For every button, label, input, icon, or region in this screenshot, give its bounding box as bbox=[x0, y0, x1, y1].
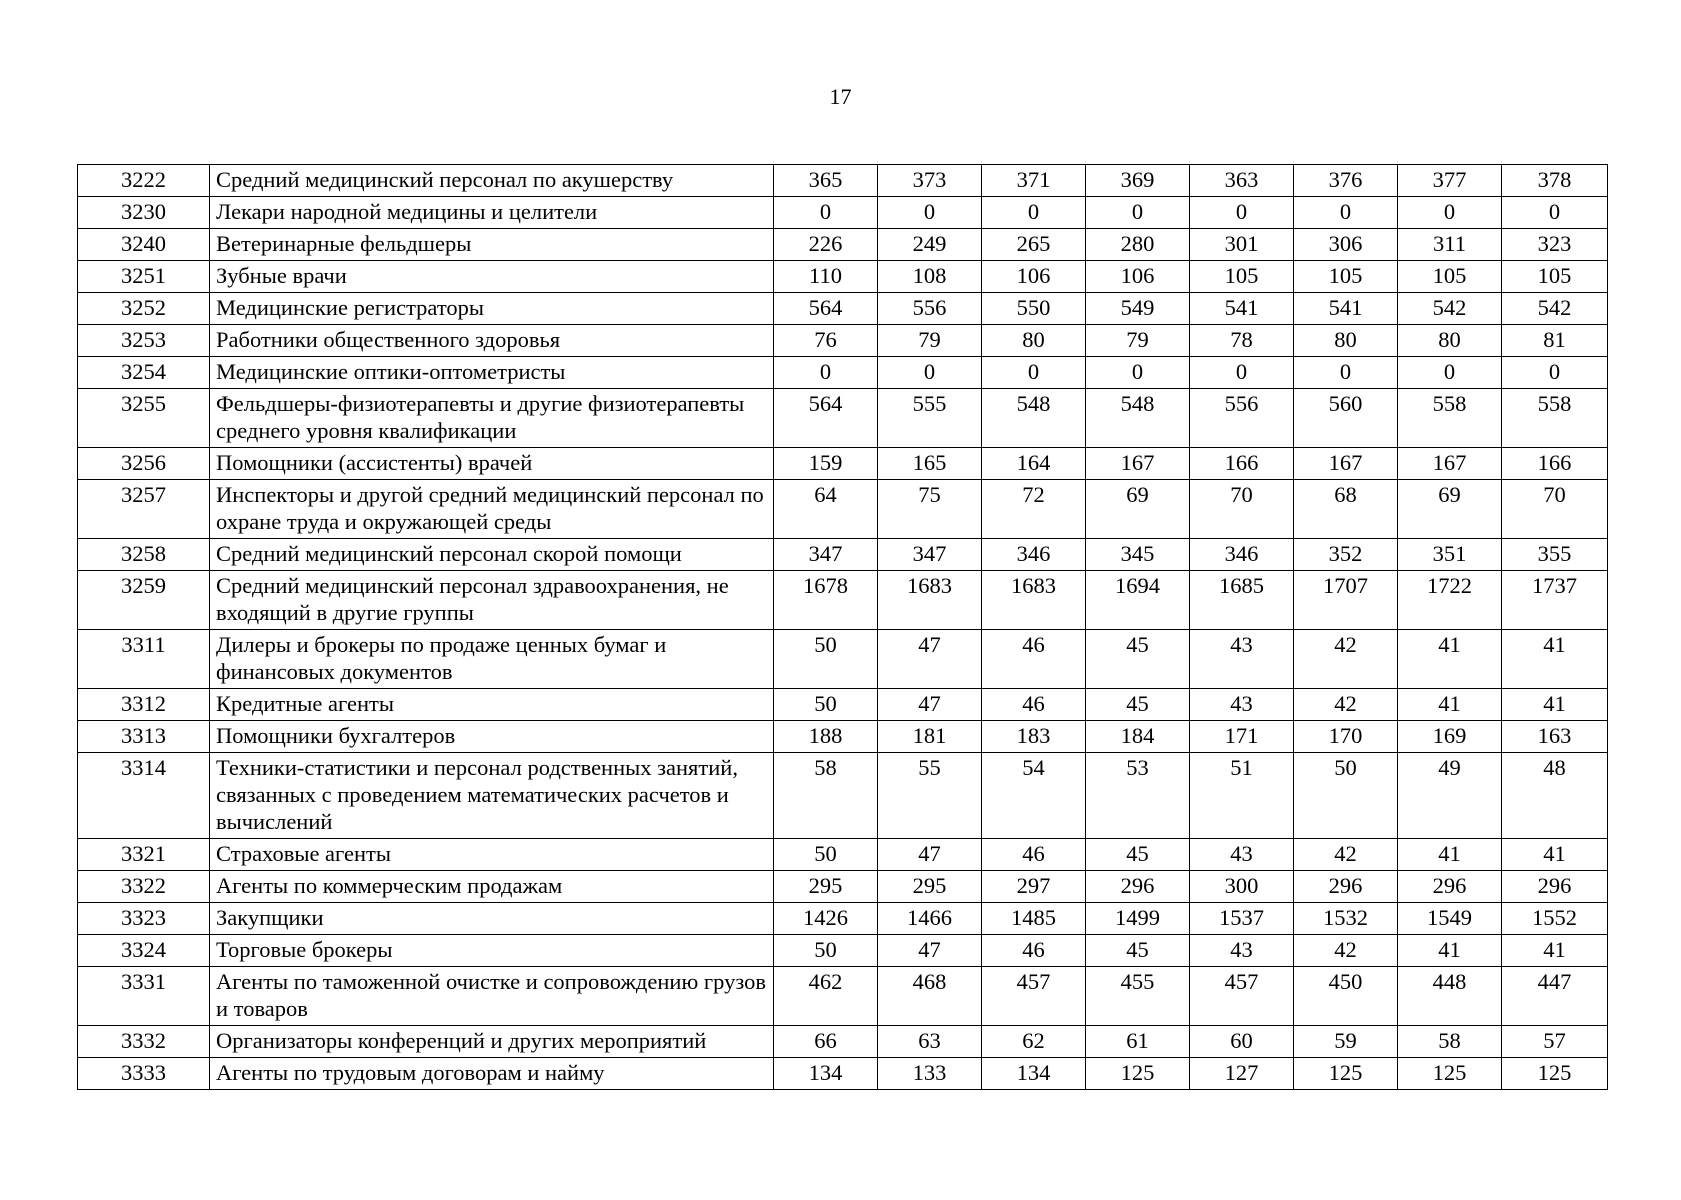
value-cell: 50 bbox=[774, 935, 878, 967]
value-cell: 75 bbox=[878, 480, 982, 539]
value-cell: 347 bbox=[878, 539, 982, 571]
occupation-name: Торговые брокеры bbox=[210, 935, 774, 967]
value-cell: 371 bbox=[982, 165, 1086, 197]
value-cell: 106 bbox=[1086, 261, 1190, 293]
value-cell: 378 bbox=[1502, 165, 1608, 197]
value-cell: 0 bbox=[982, 197, 1086, 229]
occupation-code: 3259 bbox=[78, 571, 210, 630]
table-row bbox=[78, 903, 1608, 935]
value-cell: 346 bbox=[1190, 539, 1294, 571]
table-row bbox=[78, 165, 1608, 197]
occupation-code: 3321 bbox=[78, 839, 210, 871]
value-cell: 1678 bbox=[774, 571, 878, 630]
occupation-code: 3323 bbox=[78, 903, 210, 935]
occupation-code: 3253 bbox=[78, 325, 210, 357]
value-cell: 133 bbox=[878, 1058, 982, 1090]
table-body bbox=[78, 165, 1608, 1090]
value-cell: 346 bbox=[982, 539, 1086, 571]
value-cell: 0 bbox=[1190, 197, 1294, 229]
value-cell: 167 bbox=[1086, 448, 1190, 480]
value-cell: 0 bbox=[1294, 357, 1398, 389]
value-cell: 0 bbox=[774, 357, 878, 389]
value-cell: 1426 bbox=[774, 903, 878, 935]
value-cell: 0 bbox=[1086, 357, 1190, 389]
value-cell: 311 bbox=[1398, 229, 1502, 261]
value-cell: 51 bbox=[1190, 753, 1294, 839]
value-cell: 166 bbox=[1190, 448, 1294, 480]
value-cell: 79 bbox=[878, 325, 982, 357]
occupation-code: 3252 bbox=[78, 293, 210, 325]
table-row bbox=[78, 389, 1608, 448]
occupation-name: Инспекторы и другой средний медицинский персонал по охране труда и окружающей среды bbox=[210, 480, 774, 539]
value-cell: 450 bbox=[1294, 967, 1398, 1026]
value-cell: 347 bbox=[774, 539, 878, 571]
value-cell: 1694 bbox=[1086, 571, 1190, 630]
value-cell: 345 bbox=[1086, 539, 1190, 571]
value-cell: 42 bbox=[1294, 630, 1398, 689]
value-cell: 181 bbox=[878, 721, 982, 753]
value-cell: 41 bbox=[1398, 935, 1502, 967]
value-cell: 41 bbox=[1502, 689, 1608, 721]
value-cell: 46 bbox=[982, 689, 1086, 721]
value-cell: 1499 bbox=[1086, 903, 1190, 935]
value-cell: 58 bbox=[1398, 1026, 1502, 1058]
value-cell: 159 bbox=[774, 448, 878, 480]
value-cell: 448 bbox=[1398, 967, 1502, 1026]
value-cell: 0 bbox=[1086, 197, 1190, 229]
value-cell: 72 bbox=[982, 480, 1086, 539]
value-cell: 295 bbox=[878, 871, 982, 903]
table-row bbox=[78, 357, 1608, 389]
value-cell: 50 bbox=[1294, 753, 1398, 839]
occupation-code: 3258 bbox=[78, 539, 210, 571]
occupation-code: 3333 bbox=[78, 1058, 210, 1090]
value-cell: 1532 bbox=[1294, 903, 1398, 935]
value-cell: 50 bbox=[774, 839, 878, 871]
value-cell: 301 bbox=[1190, 229, 1294, 261]
table-row bbox=[78, 871, 1608, 903]
value-cell: 556 bbox=[878, 293, 982, 325]
value-cell: 0 bbox=[982, 357, 1086, 389]
occupation-code: 3332 bbox=[78, 1026, 210, 1058]
occupation-name: Медицинские регистраторы bbox=[210, 293, 774, 325]
value-cell: 1707 bbox=[1294, 571, 1398, 630]
occupation-name: Закупщики bbox=[210, 903, 774, 935]
value-cell: 376 bbox=[1294, 165, 1398, 197]
value-cell: 295 bbox=[774, 871, 878, 903]
occupation-name: Средний медицинский персонал здравоохранения, не входящий в другие группы bbox=[210, 571, 774, 630]
table-row bbox=[78, 753, 1608, 839]
value-cell: 170 bbox=[1294, 721, 1398, 753]
table-row bbox=[78, 261, 1608, 293]
value-cell: 78 bbox=[1190, 325, 1294, 357]
value-cell: 457 bbox=[982, 967, 1086, 1026]
occupation-code: 3222 bbox=[78, 165, 210, 197]
value-cell: 462 bbox=[774, 967, 878, 1026]
value-cell: 447 bbox=[1502, 967, 1608, 1026]
occupation-name: Кредитные агенты bbox=[210, 689, 774, 721]
value-cell: 41 bbox=[1398, 689, 1502, 721]
value-cell: 64 bbox=[774, 480, 878, 539]
value-cell: 42 bbox=[1294, 839, 1398, 871]
value-cell: 351 bbox=[1398, 539, 1502, 571]
value-cell: 171 bbox=[1190, 721, 1294, 753]
value-cell: 43 bbox=[1190, 630, 1294, 689]
value-cell: 548 bbox=[1086, 389, 1190, 448]
value-cell: 280 bbox=[1086, 229, 1190, 261]
value-cell: 41 bbox=[1502, 935, 1608, 967]
value-cell: 80 bbox=[1294, 325, 1398, 357]
value-cell: 166 bbox=[1502, 448, 1608, 480]
table-row bbox=[78, 721, 1608, 753]
value-cell: 110 bbox=[774, 261, 878, 293]
value-cell: 0 bbox=[1190, 357, 1294, 389]
occupation-name: Зубные врачи bbox=[210, 261, 774, 293]
value-cell: 46 bbox=[982, 630, 1086, 689]
value-cell: 0 bbox=[878, 357, 982, 389]
value-cell: 50 bbox=[774, 630, 878, 689]
table-row bbox=[78, 839, 1608, 871]
value-cell: 125 bbox=[1294, 1058, 1398, 1090]
value-cell: 1683 bbox=[982, 571, 1086, 630]
value-cell: 1685 bbox=[1190, 571, 1294, 630]
value-cell: 80 bbox=[1398, 325, 1502, 357]
table-row bbox=[78, 325, 1608, 357]
value-cell: 47 bbox=[878, 935, 982, 967]
table-row bbox=[78, 935, 1608, 967]
value-cell: 0 bbox=[1502, 357, 1608, 389]
value-cell: 0 bbox=[1398, 197, 1502, 229]
value-cell: 556 bbox=[1190, 389, 1294, 448]
value-cell: 323 bbox=[1502, 229, 1608, 261]
value-cell: 105 bbox=[1502, 261, 1608, 293]
value-cell: 1466 bbox=[878, 903, 982, 935]
value-cell: 560 bbox=[1294, 389, 1398, 448]
value-cell: 45 bbox=[1086, 935, 1190, 967]
value-cell: 105 bbox=[1398, 261, 1502, 293]
value-cell: 0 bbox=[774, 197, 878, 229]
value-cell: 49 bbox=[1398, 753, 1502, 839]
value-cell: 296 bbox=[1294, 871, 1398, 903]
occupation-code: 3312 bbox=[78, 689, 210, 721]
value-cell: 165 bbox=[878, 448, 982, 480]
value-cell: 0 bbox=[878, 197, 982, 229]
value-cell: 45 bbox=[1086, 839, 1190, 871]
occupation-name: Техники-статистики и персонал родственных занятий, связанных с проведением математических расчетов и вычислений bbox=[210, 753, 774, 839]
value-cell: 542 bbox=[1502, 293, 1608, 325]
occupation-name: Ветеринарные фельдшеры bbox=[210, 229, 774, 261]
value-cell: 60 bbox=[1190, 1026, 1294, 1058]
table-row bbox=[78, 539, 1608, 571]
value-cell: 69 bbox=[1398, 480, 1502, 539]
value-cell: 377 bbox=[1398, 165, 1502, 197]
value-cell: 188 bbox=[774, 721, 878, 753]
occupation-name: Агенты по таможенной очистке и сопровождению грузов и товаров bbox=[210, 967, 774, 1026]
value-cell: 125 bbox=[1086, 1058, 1190, 1090]
value-cell: 365 bbox=[774, 165, 878, 197]
occupation-code: 3251 bbox=[78, 261, 210, 293]
value-cell: 134 bbox=[774, 1058, 878, 1090]
value-cell: 306 bbox=[1294, 229, 1398, 261]
occupation-code: 3311 bbox=[78, 630, 210, 689]
value-cell: 54 bbox=[982, 753, 1086, 839]
value-cell: 163 bbox=[1502, 721, 1608, 753]
occupation-code: 3331 bbox=[78, 967, 210, 1026]
value-cell: 76 bbox=[774, 325, 878, 357]
value-cell: 105 bbox=[1190, 261, 1294, 293]
value-cell: 369 bbox=[1086, 165, 1190, 197]
value-cell: 106 bbox=[982, 261, 1086, 293]
table-row bbox=[78, 571, 1608, 630]
value-cell: 550 bbox=[982, 293, 1086, 325]
value-cell: 69 bbox=[1086, 480, 1190, 539]
occupation-name: Помощники (ассистенты) врачей bbox=[210, 448, 774, 480]
value-cell: 1485 bbox=[982, 903, 1086, 935]
value-cell: 55 bbox=[878, 753, 982, 839]
value-cell: 68 bbox=[1294, 480, 1398, 539]
value-cell: 41 bbox=[1398, 630, 1502, 689]
value-cell: 468 bbox=[878, 967, 982, 1026]
value-cell: 61 bbox=[1086, 1026, 1190, 1058]
table-row bbox=[78, 293, 1608, 325]
value-cell: 184 bbox=[1086, 721, 1190, 753]
value-cell: 42 bbox=[1294, 935, 1398, 967]
occupation-table bbox=[77, 164, 1608, 1090]
value-cell: 548 bbox=[982, 389, 1086, 448]
occupation-name: Средний медицинский персонал по акушерству bbox=[210, 165, 774, 197]
table-row bbox=[78, 480, 1608, 539]
value-cell: 41 bbox=[1502, 630, 1608, 689]
value-cell: 57 bbox=[1502, 1026, 1608, 1058]
value-cell: 167 bbox=[1398, 448, 1502, 480]
occupation-name: Агенты по трудовым договорам и найму bbox=[210, 1058, 774, 1090]
value-cell: 62 bbox=[982, 1026, 1086, 1058]
value-cell: 0 bbox=[1502, 197, 1608, 229]
occupation-name: Дилеры и брокеры по продаже ценных бумаг и финансовых документов bbox=[210, 630, 774, 689]
occupation-name: Средний медицинский персонал скорой помощи bbox=[210, 539, 774, 571]
occupation-code: 3240 bbox=[78, 229, 210, 261]
value-cell: 70 bbox=[1190, 480, 1294, 539]
value-cell: 167 bbox=[1294, 448, 1398, 480]
table-row bbox=[78, 448, 1608, 480]
occupation-name: Медицинские оптики-оптометристы bbox=[210, 357, 774, 389]
value-cell: 66 bbox=[774, 1026, 878, 1058]
occupation-code: 3313 bbox=[78, 721, 210, 753]
value-cell: 558 bbox=[1398, 389, 1502, 448]
value-cell: 79 bbox=[1086, 325, 1190, 357]
occupation-code: 3322 bbox=[78, 871, 210, 903]
value-cell: 373 bbox=[878, 165, 982, 197]
occupation-name: Агенты по коммерческим продажам bbox=[210, 871, 774, 903]
value-cell: 41 bbox=[1398, 839, 1502, 871]
value-cell: 555 bbox=[878, 389, 982, 448]
table-row bbox=[78, 197, 1608, 229]
value-cell: 105 bbox=[1294, 261, 1398, 293]
value-cell: 46 bbox=[982, 935, 1086, 967]
occupation-code: 3314 bbox=[78, 753, 210, 839]
value-cell: 296 bbox=[1398, 871, 1502, 903]
value-cell: 0 bbox=[1294, 197, 1398, 229]
value-cell: 297 bbox=[982, 871, 1086, 903]
page-number: 17 bbox=[829, 84, 852, 109]
occupation-name: Страховые агенты bbox=[210, 839, 774, 871]
value-cell: 558 bbox=[1502, 389, 1608, 448]
value-cell: 169 bbox=[1398, 721, 1502, 753]
value-cell: 42 bbox=[1294, 689, 1398, 721]
value-cell: 300 bbox=[1190, 871, 1294, 903]
occupation-code: 3256 bbox=[78, 448, 210, 480]
table-row bbox=[78, 967, 1608, 1026]
value-cell: 164 bbox=[982, 448, 1086, 480]
occupation-name: Организаторы конференций и других мероприятий bbox=[210, 1026, 774, 1058]
value-cell: 81 bbox=[1502, 325, 1608, 357]
value-cell: 363 bbox=[1190, 165, 1294, 197]
value-cell: 125 bbox=[1398, 1058, 1502, 1090]
occupation-code: 3230 bbox=[78, 197, 210, 229]
table-row bbox=[78, 630, 1608, 689]
value-cell: 265 bbox=[982, 229, 1086, 261]
value-cell: 47 bbox=[878, 689, 982, 721]
value-cell: 542 bbox=[1398, 293, 1502, 325]
value-cell: 1737 bbox=[1502, 571, 1608, 630]
value-cell: 541 bbox=[1190, 293, 1294, 325]
value-cell: 134 bbox=[982, 1058, 1086, 1090]
value-cell: 70 bbox=[1502, 480, 1608, 539]
value-cell: 127 bbox=[1190, 1058, 1294, 1090]
table-row bbox=[78, 1058, 1608, 1090]
occupation-name: Лекари народной медицины и целители bbox=[210, 197, 774, 229]
value-cell: 183 bbox=[982, 721, 1086, 753]
occupation-code: 3255 bbox=[78, 389, 210, 448]
value-cell: 296 bbox=[1502, 871, 1608, 903]
value-cell: 43 bbox=[1190, 839, 1294, 871]
value-cell: 226 bbox=[774, 229, 878, 261]
value-cell: 1537 bbox=[1190, 903, 1294, 935]
value-cell: 541 bbox=[1294, 293, 1398, 325]
value-cell: 59 bbox=[1294, 1026, 1398, 1058]
table-row bbox=[78, 1026, 1608, 1058]
occupation-code: 3257 bbox=[78, 480, 210, 539]
value-cell: 108 bbox=[878, 261, 982, 293]
value-cell: 53 bbox=[1086, 753, 1190, 839]
value-cell: 63 bbox=[878, 1026, 982, 1058]
value-cell: 549 bbox=[1086, 293, 1190, 325]
value-cell: 1722 bbox=[1398, 571, 1502, 630]
occupation-name: Помощники бухгалтеров bbox=[210, 721, 774, 753]
value-cell: 45 bbox=[1086, 689, 1190, 721]
value-cell: 1683 bbox=[878, 571, 982, 630]
value-cell: 48 bbox=[1502, 753, 1608, 839]
value-cell: 125 bbox=[1502, 1058, 1608, 1090]
value-cell: 45 bbox=[1086, 630, 1190, 689]
value-cell: 43 bbox=[1190, 935, 1294, 967]
value-cell: 457 bbox=[1190, 967, 1294, 1026]
occupation-code: 3324 bbox=[78, 935, 210, 967]
value-cell: 46 bbox=[982, 839, 1086, 871]
value-cell: 455 bbox=[1086, 967, 1190, 1026]
value-cell: 355 bbox=[1502, 539, 1608, 571]
table-row bbox=[78, 689, 1608, 721]
value-cell: 50 bbox=[774, 689, 878, 721]
table-row bbox=[78, 229, 1608, 261]
occupation-name: Работники общественного здоровья bbox=[210, 325, 774, 357]
value-cell: 80 bbox=[982, 325, 1086, 357]
value-cell: 47 bbox=[878, 630, 982, 689]
value-cell: 0 bbox=[1398, 357, 1502, 389]
value-cell: 1552 bbox=[1502, 903, 1608, 935]
occupation-name: Фельдшеры-физиотерапевты и другие физиотерапевты среднего уровня квалификации bbox=[210, 389, 774, 448]
value-cell: 564 bbox=[774, 293, 878, 325]
value-cell: 58 bbox=[774, 753, 878, 839]
value-cell: 1549 bbox=[1398, 903, 1502, 935]
value-cell: 47 bbox=[878, 839, 982, 871]
value-cell: 249 bbox=[878, 229, 982, 261]
value-cell: 352 bbox=[1294, 539, 1398, 571]
value-cell: 564 bbox=[774, 389, 878, 448]
value-cell: 43 bbox=[1190, 689, 1294, 721]
value-cell: 41 bbox=[1502, 839, 1608, 871]
value-cell: 296 bbox=[1086, 871, 1190, 903]
occupation-code: 3254 bbox=[78, 357, 210, 389]
